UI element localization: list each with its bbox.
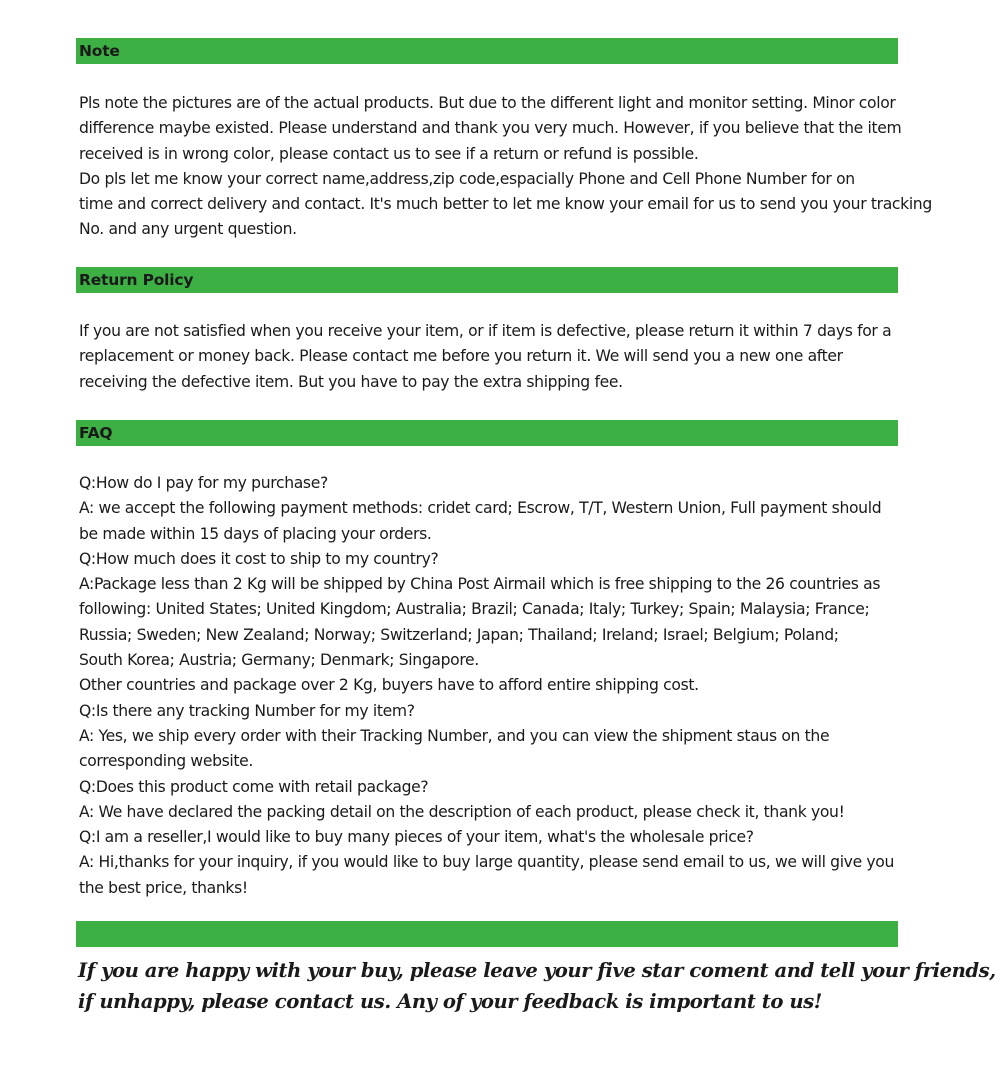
return-policy-line: receiving the defective item. But you have to pay the extra shipping fee. xyxy=(79,372,623,391)
faq-line: Other countries and package over 2 Kg, buyers have to afford entire shipping cost. xyxy=(79,676,699,695)
return-policy-line: If you are not satisfied when you receive your item, or if item is defective, please return it within 7 days for a xyxy=(79,322,892,340)
note-line: No. and any urgent question. xyxy=(79,220,297,239)
faq-line: be made within 15 days of placing your orders. xyxy=(79,524,432,543)
faq-line: the best price, thanks! xyxy=(79,878,248,897)
faq-line: A: We have declared the packing detail on the description of each product, please check it, thank you! xyxy=(79,802,845,821)
faq-line: Q:I am a reseller,I would like to buy many pieces of your item, what's the wholesale price? xyxy=(79,828,754,847)
return-policy-header-bar xyxy=(76,267,898,293)
faq-line: South Korea; Austria; Germany; Denmark; Singapore. xyxy=(79,651,479,670)
return-policy-title: Return Policy xyxy=(79,271,194,289)
note-header-bar xyxy=(76,38,898,64)
note-line: difference maybe existed. Please understand and thank you very much. However, if you believe that the item xyxy=(79,119,902,138)
return-policy-body xyxy=(79,319,979,395)
feedback-message xyxy=(78,955,996,1017)
note-line: Do pls let me know your correct name,address,zip code,espacially Phone and Cell Phone Number for on xyxy=(79,169,855,188)
faq-line: Q:Is there any tracking Number for my item? xyxy=(79,701,415,720)
faq-line: corresponding website. xyxy=(79,752,253,771)
return-policy-line: replacement or money back. Please contact me before you return it. We will send you a new one after xyxy=(79,347,843,366)
feedback-line: if unhappy, please contact us. Any of your feedback is important to us! xyxy=(78,990,822,1013)
faq-line: Q:How do I pay for my purchase? xyxy=(79,474,328,492)
faq-line: Q:Does this product come with retail package? xyxy=(79,777,429,796)
note-line: Pls note the pictures are of the actual products. But due to the different light and monitor setting. Minor color xyxy=(79,94,896,112)
faq-line: Q:How much does it cost to ship to my country? xyxy=(79,549,439,568)
faq-line: A:Package less than 2 Kg will be shipped by China Post Airmail which is free shipping to the 26 countries as xyxy=(79,575,881,594)
faq-line: A: Yes, we ship every order with their Tracking Number, and you can view the shipment staus on the xyxy=(79,726,830,745)
note-line: received is in wrong color, please contact us to see if a return or refund is possible. xyxy=(79,144,699,163)
feedback-line: If you are happy with your buy, please leave your five star coment and tell your friends, xyxy=(78,959,996,982)
faq-line: A: Hi,thanks for your inquiry, if you would like to buy large quantity, please send email to us, we will give you xyxy=(79,853,895,872)
faq-line: A: we accept the following payment methods: cridet card; Escrow, T/T, Western Union, Full payment should xyxy=(79,499,882,518)
footer-divider-bar xyxy=(76,921,898,947)
note-line: time and correct delivery and contact. It's much better to let me know your email for us to send you your tracking xyxy=(79,195,932,214)
note-body xyxy=(79,91,979,243)
faq-body xyxy=(79,471,979,901)
faq-line: following: United States; United Kingdom; Australia; Brazil; Canada; Italy; Turkey; Spain; Malaysia; France; xyxy=(79,600,870,619)
faq-line: Russia; Sweden; New Zealand; Norway; Switzerland; Japan; Thailand; Ireland; Israel; Belgium; Poland; xyxy=(79,625,839,644)
faq-title: FAQ xyxy=(79,424,113,442)
note-title: Note xyxy=(79,42,120,60)
faq-header-bar xyxy=(76,420,898,446)
